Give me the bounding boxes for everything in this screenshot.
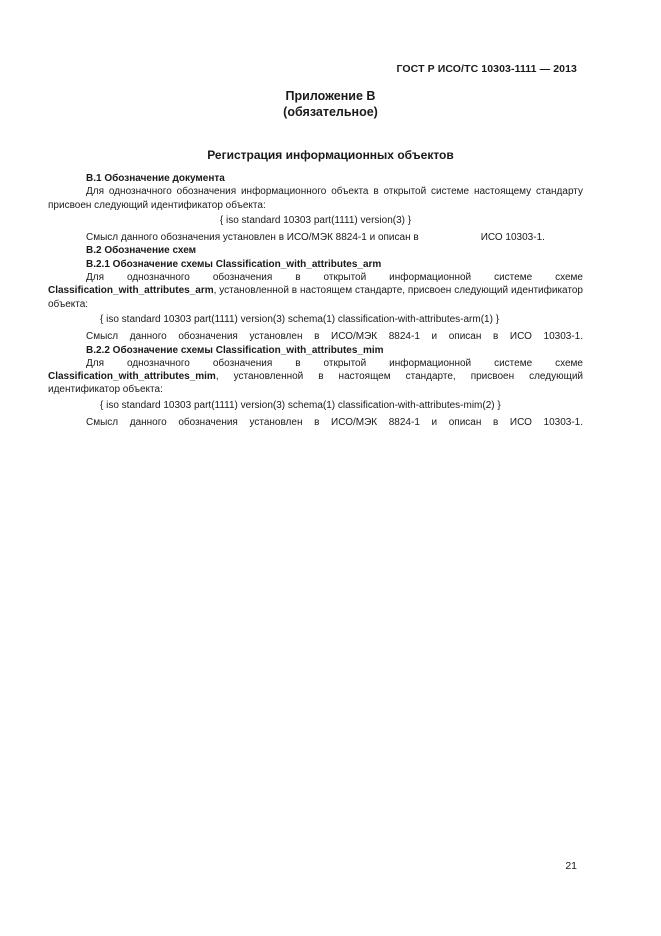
identifier-b22: { iso standard 10303 part(1111) version(3) schema(1) classification-with-attributes-mim(2) } [100,399,501,411]
heading-b1: В.1 Обозначение документа [86,173,225,184]
page-number: 21 [565,860,577,872]
schema-name-mim: Classification_with_attributes_mim [48,371,216,383]
annex-subtitle: (обязательное) [283,105,378,119]
paragraph-b22 [48,357,583,397]
meaning-b1 [48,231,583,244]
paragraph-b1: Для однозначного обозначения информационного объекта в открытой системе настоящему стандарту присвоен следующий идентификатор объекта: [48,186,583,211]
meaning-b1-part-a: Смысл данного обозначения установлен в ИСО/МЭК 8824-1 и описан в [86,232,419,244]
meaning-b22: Смысл данного обозначения установлен в ИСО/МЭК 8824-1 и описан в ИСО 10303-1. [86,417,583,429]
meaning-b1-part-b: ИСО 10303-1. [480,232,545,244]
heading-b22: В.2.2 Обозначение схемы Classification_with_attributes_mim [86,344,384,356]
identifier-b21: { iso standard 10303 part(1111) version(3) schema(1) classification-with-attributes-arm(1) } [100,313,500,325]
meaning-b21: Смысл данного обозначения установлен в ИСО/МЭК 8824-1 и описан в ИСО 10303-1. [86,331,583,343]
document-code-header: ГОСТ Р ИСО/ТС 10303-1111 — 2013 [396,63,577,75]
heading-b2: В.2 Обозначение схем [86,245,197,257]
section-title: Регистрация информационных объектов [207,148,454,162]
schema-name-arm: Classification_with_attributes_arm [48,285,214,297]
paragraph-b21-text-after: , установленной в настоящем стандарте, присвоен следующий идентификатор объекта: [48,285,583,310]
heading-b21: В.2.1 Обозначение схемы Classification_with_attributes_arm [86,258,382,270]
paragraph-b21-text-before: Для однозначного обозначения в открытой информационной системе схеме [86,272,583,284]
identifier-b1: { iso standard 10303 part(1111) version(3) } [219,214,412,226]
paragraph-b22-text-after: , установленной в настоящем стандарте, присвоен следующий идентификатор объекта: [48,371,583,396]
annex-title: Приложение В [285,89,376,103]
paragraph-b21 [48,271,583,311]
document-body [48,172,583,429]
paragraph-b22-text-before: Для однозначного обозначения в открытой информационной системе схеме [86,357,583,369]
